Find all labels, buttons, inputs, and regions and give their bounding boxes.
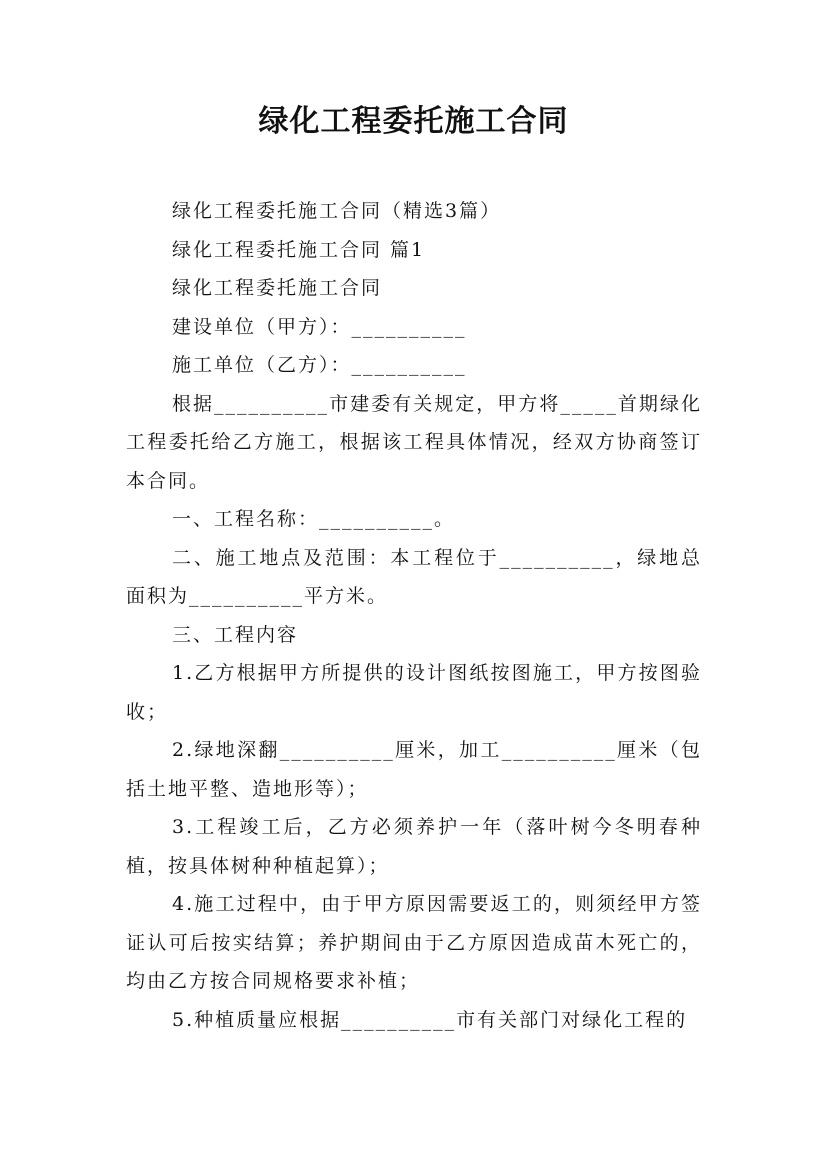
paragraph-location-scope: 二、施工地点及范围：本工程位于__________，绿地总面积为__________平方米。 <box>126 546 702 607</box>
paragraph-party-a: 建设单位（甲方）：__________ <box>172 315 467 338</box>
document-body <box>126 192 702 1039</box>
paragraph-section-heading: 绿化工程委托施工合同 篇1 <box>172 238 426 261</box>
paragraph-subtitle: 绿化工程委托施工合同（精选3篇） <box>172 200 502 222</box>
document-title: 绿化工程委托施工合同 <box>258 104 569 139</box>
paragraph-contract-name: 绿化工程委托施工合同 <box>172 277 383 299</box>
paragraph-item-4: 4.施工过程中，由于甲方原因需要返工的，则须经甲方签证认可后按实结算；养护期间由于乙方原因造成苗木死亡的，均由乙方按合同规格要求补植； <box>126 893 702 992</box>
paragraph-item-1: 1.乙方根据甲方所提供的设计图纸按图施工，甲方按图验收； <box>126 662 702 723</box>
paragraph-item-3: 3.工程竣工后，乙方必须养护一年（落叶树今冬明春种植，按具体树种种植起算）； <box>126 816 702 877</box>
paragraph-party-b: 施工单位（乙方）：__________ <box>172 354 467 376</box>
paragraph-project-name: 一、工程名称：__________。 <box>172 508 456 530</box>
paragraph-content-heading: 三、工程内容 <box>172 623 299 646</box>
paragraph-preamble: 根据__________市建委有关规定，甲方将_____首期绿化工程委托给乙方施工，根据该工程具体情况，经双方协商签订本合同。 <box>126 392 702 492</box>
paragraph-item-5: 5.种植质量应根据__________市有关部门对绿化工程的 <box>172 1008 688 1031</box>
paragraph-item-2: 2.绿地深翻__________厘米，加工__________厘米（包括土地平整、造地形等）； <box>126 739 702 800</box>
